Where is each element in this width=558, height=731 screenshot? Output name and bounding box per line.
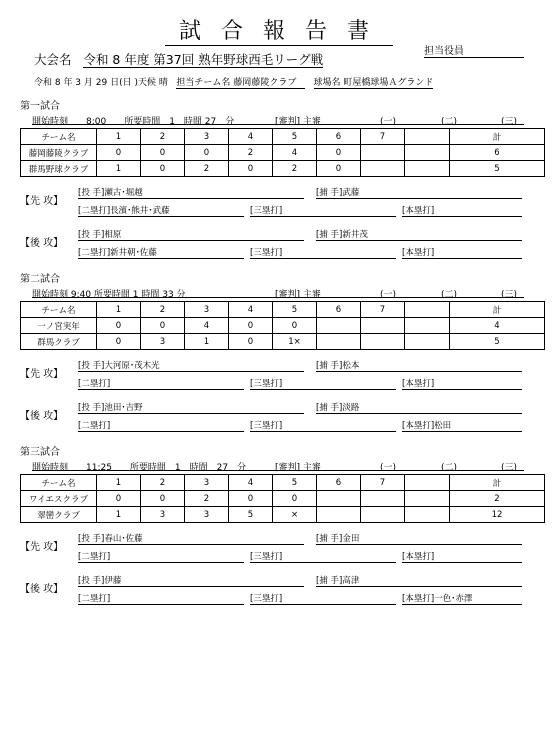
inning-header-blank xyxy=(405,129,450,145)
triple-field xyxy=(250,246,396,259)
inning-score-blank xyxy=(405,161,450,177)
triple-label: [三塁打] xyxy=(250,421,283,431)
umpire-u1: (一) xyxy=(380,290,397,300)
pitcher-names: 相原 xyxy=(104,230,122,240)
pitcher-field xyxy=(78,401,304,414)
team-column-header: チーム名 xyxy=(21,129,97,145)
inning-header: 6 xyxy=(317,129,361,145)
catcher-names: 金田 xyxy=(342,534,360,544)
pitcher-label: [投 手] xyxy=(78,188,105,198)
inning-header: 4 xyxy=(229,302,273,318)
catcher-field xyxy=(316,359,522,372)
inning-score: 0 xyxy=(273,491,317,507)
triple-label: [三塁打] xyxy=(250,594,283,604)
inning-score xyxy=(361,145,405,161)
inning-header: 5 xyxy=(273,129,317,145)
inning-header: 3 xyxy=(185,129,229,145)
inning-score xyxy=(361,334,405,350)
table-row xyxy=(21,145,545,161)
triple-field xyxy=(250,419,396,432)
inning-header: 7 xyxy=(361,475,405,491)
inning-score xyxy=(317,507,361,523)
pitcher-names: 大河原･茂木光 xyxy=(104,361,160,371)
inning-header: 4 xyxy=(229,475,273,491)
inning-header: 5 xyxy=(273,302,317,318)
batting-first-label: 【先 攻】 xyxy=(20,196,64,207)
total-score: 4 xyxy=(450,318,545,334)
umpire-u3: (三) xyxy=(501,463,518,473)
umpire-u2: (二) xyxy=(441,290,458,300)
double-field xyxy=(78,419,244,432)
homerun-field xyxy=(402,377,522,390)
pitcher-names: 池田･吉野 xyxy=(104,403,143,413)
inning-score: 0 xyxy=(229,161,273,177)
catcher-label: [捕 手] xyxy=(316,534,343,544)
total-header: 計 xyxy=(450,475,545,491)
inning-score: 2 xyxy=(273,161,317,177)
inning-score: 0 xyxy=(273,318,317,334)
double-names: 長濱･熊井･武藤 xyxy=(110,206,170,216)
ground: 球場名 町屋橋球場Ａグランド xyxy=(313,78,434,88)
inning-score: 2 xyxy=(185,161,229,177)
inning-score: 3 xyxy=(141,334,185,350)
pitcher-field xyxy=(78,532,304,545)
inning-score: 4 xyxy=(185,318,229,334)
double-field xyxy=(78,204,244,217)
inning-header: 3 xyxy=(185,302,229,318)
homerun-names: 一色･赤澤 xyxy=(434,594,473,604)
inning-header-blank xyxy=(405,475,450,491)
double-label: [二塁打] xyxy=(78,248,111,258)
inning-header: 6 xyxy=(317,302,361,318)
inning-score: 0 xyxy=(97,334,141,350)
umpire-u2: (二) xyxy=(441,117,458,127)
pitcher-names: 伊藤 xyxy=(104,576,122,586)
total-score: 2 xyxy=(450,491,545,507)
inning-score: 0 xyxy=(229,491,273,507)
team-column-header: チーム名 xyxy=(21,302,97,318)
inning-header: 5 xyxy=(273,475,317,491)
inning-header: 1 xyxy=(97,302,141,318)
umpire-u3: (三) xyxy=(501,117,518,127)
triple-label: [三塁打] xyxy=(250,206,283,216)
catcher-names: 新井茂 xyxy=(342,230,368,240)
inning-score: 0 xyxy=(97,318,141,334)
homerun-field xyxy=(402,592,522,605)
umpire-u1: (一) xyxy=(380,463,397,473)
triple-field xyxy=(250,592,396,605)
double-label: [二塁打] xyxy=(78,421,111,431)
inning-score: 0 xyxy=(97,491,141,507)
inning-score: 1 xyxy=(185,334,229,350)
triple-label: [三塁打] xyxy=(250,248,283,258)
inning-score: 0 xyxy=(229,334,273,350)
tournament-name: 令和 8 年度 第37回 熟年野球西毛リーグ戦 xyxy=(83,52,324,67)
team-column-header: チーム名 xyxy=(21,475,97,491)
catcher-names: 淡路 xyxy=(342,403,360,413)
team-name: ワイエスクラブ xyxy=(21,491,97,507)
catcher-field xyxy=(316,186,522,199)
table-row xyxy=(21,334,545,350)
homerun-field xyxy=(402,246,522,259)
tournament-line xyxy=(34,50,323,68)
catcher-label: [捕 手] xyxy=(316,230,343,240)
double-label: [二塁打] xyxy=(78,379,111,389)
triple-field xyxy=(250,204,396,217)
table-row xyxy=(21,318,545,334)
game-title: 第一試合 xyxy=(20,101,60,112)
pitcher-label: [投 手] xyxy=(78,230,105,240)
batting-second-label: 【後 攻】 xyxy=(20,584,64,595)
pitcher-field xyxy=(78,186,304,199)
homerun-field xyxy=(402,550,522,563)
scoreboard-table xyxy=(20,301,545,350)
inning-score: 1 xyxy=(97,161,141,177)
double-label: [二塁打] xyxy=(78,206,111,216)
inning-score: 0 xyxy=(185,145,229,161)
double-field xyxy=(78,592,244,605)
report-title: 試合報告書 xyxy=(0,14,558,45)
start-underline xyxy=(32,470,524,471)
inning-score xyxy=(317,334,361,350)
umpire-u1: (一) xyxy=(380,117,397,127)
inning-header: 2 xyxy=(141,302,185,318)
inning-score: 2 xyxy=(185,491,229,507)
inning-header: 6 xyxy=(317,475,361,491)
inning-score-blank xyxy=(405,507,450,523)
game-title: 第三試合 xyxy=(20,447,60,458)
umpire-label: [審判] 主審 xyxy=(275,463,321,473)
inning-score: 0 xyxy=(317,161,361,177)
team-name: 群馬野球クラブ xyxy=(21,161,97,177)
catcher-field xyxy=(316,228,522,241)
double-field xyxy=(78,550,244,563)
pitcher-field xyxy=(78,228,304,241)
inning-score: 0 xyxy=(141,161,185,177)
pitcher-label: [投 手] xyxy=(78,403,105,413)
total-score: 5 xyxy=(450,161,545,177)
catcher-label: [捕 手] xyxy=(316,361,343,371)
inning-score xyxy=(361,161,405,177)
inning-score xyxy=(361,491,405,507)
triple-field xyxy=(250,550,396,563)
pitcher-names: 春山･佐藤 xyxy=(104,534,143,544)
game-start-time: 開始時刻 11:25 所要時間 1 時間 27 分 xyxy=(32,463,247,473)
scoreboard-header-row xyxy=(21,475,545,491)
inning-score: 0 xyxy=(317,145,361,161)
inning-score: 2 xyxy=(229,145,273,161)
inning-header: 7 xyxy=(361,129,405,145)
total-header: 計 xyxy=(450,129,545,145)
catcher-label: [捕 手] xyxy=(316,403,343,413)
umpire-label: [審判] 主審 xyxy=(275,290,321,300)
inning-score: 0 xyxy=(141,491,185,507)
inning-score: 0 xyxy=(141,145,185,161)
catcher-names: 松本 xyxy=(342,361,360,371)
inning-header: 3 xyxy=(185,475,229,491)
team-name: 翠巒クラブ xyxy=(21,507,97,523)
inning-score: 3 xyxy=(141,507,185,523)
scoreboard-table xyxy=(20,474,545,523)
umpire-label: [審判] 主審 xyxy=(275,117,321,127)
batting-second-label: 【後 攻】 xyxy=(20,238,64,249)
inning-score xyxy=(361,507,405,523)
inning-header: 1 xyxy=(97,475,141,491)
inning-score: 0 xyxy=(141,318,185,334)
inning-score: 1 xyxy=(97,507,141,523)
scoreboard-header-row xyxy=(21,302,545,318)
total-score: 6 xyxy=(450,145,545,161)
inning-score: × xyxy=(273,507,317,523)
double-label: [二塁打] xyxy=(78,594,111,604)
staff-label: 担当役員 xyxy=(424,42,524,58)
triple-label: [三塁打] xyxy=(250,379,283,389)
catcher-label: [捕 手] xyxy=(316,188,343,198)
catcher-field xyxy=(316,401,522,414)
inning-score-blank xyxy=(405,491,450,507)
inning-header: 4 xyxy=(229,129,273,145)
info-line xyxy=(34,75,433,88)
inning-score xyxy=(361,318,405,334)
inning-header: 7 xyxy=(361,302,405,318)
start-underline xyxy=(32,124,524,125)
catcher-field xyxy=(316,574,522,587)
inning-header: 2 xyxy=(141,129,185,145)
homerun-field xyxy=(402,204,522,217)
triple-label: [三塁打] xyxy=(250,552,283,562)
inning-score: 0 xyxy=(97,145,141,161)
inning-score: 1× xyxy=(273,334,317,350)
inning-header: 1 xyxy=(97,129,141,145)
inning-header: 2 xyxy=(141,475,185,491)
team-in-charge: 担当チーム名 藤岡藤陵クラブ xyxy=(176,78,305,89)
double-field xyxy=(78,377,244,390)
pitcher-names: 瀬古･堀越 xyxy=(104,188,143,198)
inning-score: 4 xyxy=(273,145,317,161)
batting-first-label: 【先 攻】 xyxy=(20,369,64,380)
pitcher-field xyxy=(78,574,304,587)
inning-header-blank xyxy=(405,302,450,318)
triple-field xyxy=(250,377,396,390)
total-header: 計 xyxy=(450,302,545,318)
homerun-label: [本塁打] xyxy=(402,379,435,389)
catcher-names: 武藤 xyxy=(342,188,360,198)
inning-score-blank xyxy=(405,318,450,334)
game-title: 第二試合 xyxy=(20,274,60,285)
pitcher-label: [投 手] xyxy=(78,576,105,586)
double-names: 新井朝･佐藤 xyxy=(110,248,157,258)
inning-score-blank xyxy=(405,145,450,161)
double-field xyxy=(78,246,244,259)
catcher-label: [捕 手] xyxy=(316,576,343,586)
inning-score xyxy=(317,318,361,334)
pitcher-label: [投 手] xyxy=(78,534,105,544)
total-score: 5 xyxy=(450,334,545,350)
homerun-label: [本塁打] xyxy=(402,594,435,604)
catcher-names: 高津 xyxy=(342,576,360,586)
homerun-label: [本塁打] xyxy=(402,421,435,431)
table-row xyxy=(21,161,545,177)
homerun-label: [本塁打] xyxy=(402,552,435,562)
inning-score: 0 xyxy=(229,318,273,334)
tournament-label: 大会名 xyxy=(34,52,72,67)
pitcher-label: [投 手] xyxy=(78,361,105,371)
inning-score: 5 xyxy=(229,507,273,523)
batting-first-label: 【先 攻】 xyxy=(20,542,64,553)
umpire-u2: (二) xyxy=(441,463,458,473)
umpire-u3: (三) xyxy=(501,290,518,300)
scoreboard-table xyxy=(20,128,545,177)
inning-score-blank xyxy=(405,334,450,350)
table-row xyxy=(21,507,545,523)
inning-score xyxy=(317,491,361,507)
team-name: 藤岡藤陵クラブ xyxy=(21,145,97,161)
homerun-names: 松田 xyxy=(434,421,452,431)
double-label: [二塁打] xyxy=(78,552,111,562)
inning-score: 3 xyxy=(185,507,229,523)
date-weather: 令和 8 年 3 月 29 日(日 )天候 晴 xyxy=(34,78,168,88)
team-name: 群馬クラブ xyxy=(21,334,97,350)
pitcher-field xyxy=(78,359,304,372)
total-score: 12 xyxy=(450,507,545,523)
scoreboard-header-row xyxy=(21,129,545,145)
batting-second-label: 【後 攻】 xyxy=(20,411,64,422)
game-start-time: 開始時刻 9:40 所要時間 1 時間 33 分 xyxy=(32,290,186,300)
game-start-time: 開始時刻 8:00 所要時間 1 時間 27 分 xyxy=(32,117,235,127)
homerun-label: [本塁打] xyxy=(402,206,435,216)
start-underline xyxy=(32,297,524,298)
homerun-field xyxy=(402,419,522,432)
homerun-label: [本塁打] xyxy=(402,248,435,258)
table-row xyxy=(21,491,545,507)
team-name: 一ノ宮実年 xyxy=(21,318,97,334)
catcher-field xyxy=(316,532,522,545)
